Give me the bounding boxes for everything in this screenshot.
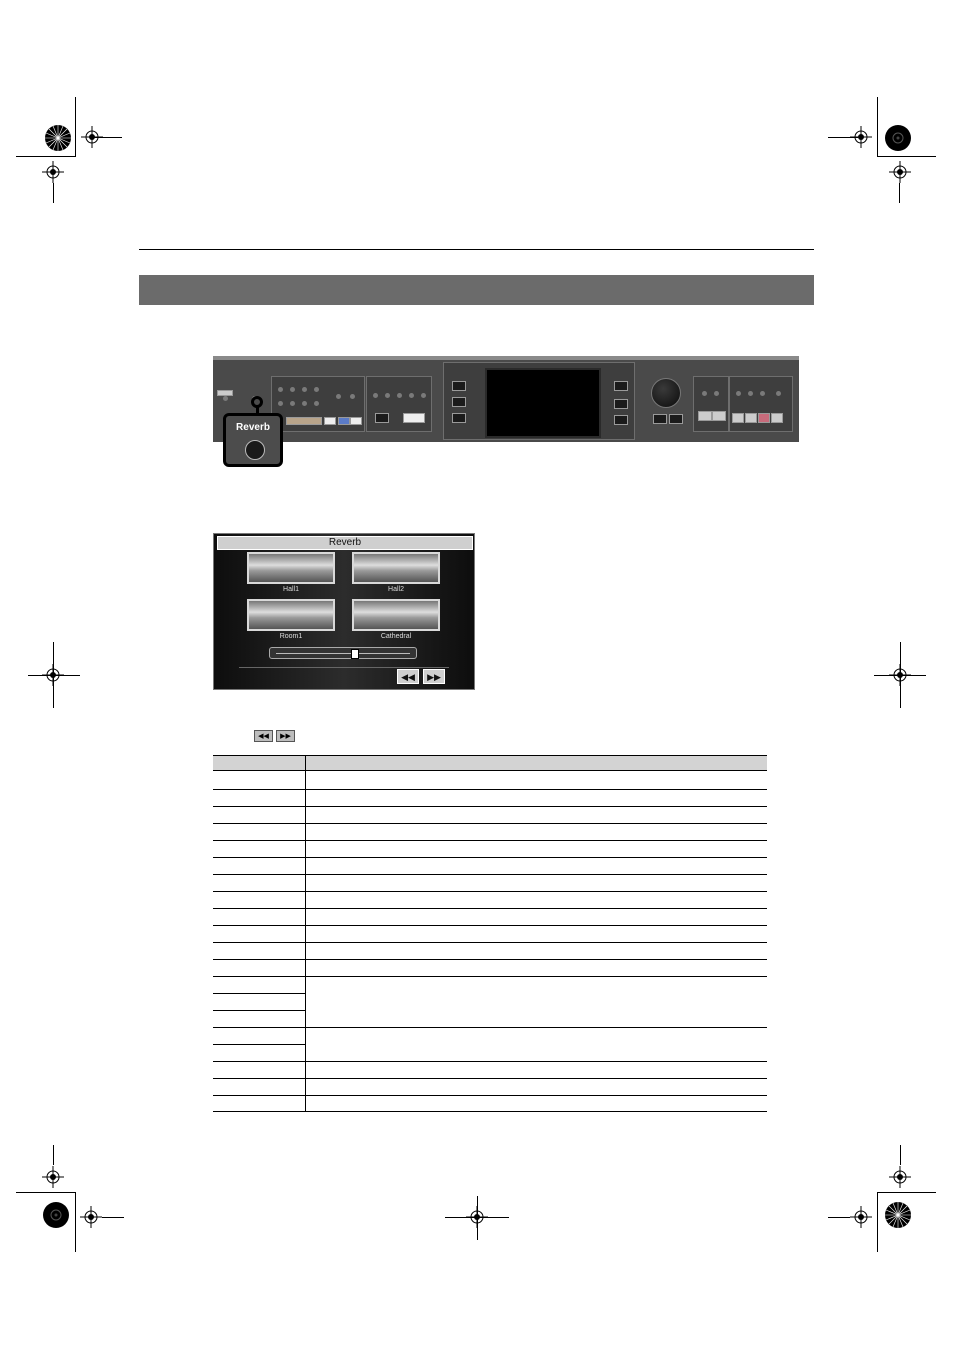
crop-line	[828, 137, 858, 138]
reverb-option-label: Hall1	[283, 586, 299, 593]
panel-led	[278, 401, 283, 406]
table-row	[213, 993, 305, 994]
crop-line	[899, 183, 900, 203]
panel-button	[403, 413, 425, 423]
crop-line	[877, 156, 936, 157]
rewind-icon: ◀◀	[254, 730, 273, 742]
reverb-option-hall2[interactable]	[352, 552, 440, 584]
next-page-button[interactable]	[423, 669, 445, 684]
value-dial-icon	[651, 378, 681, 408]
crop-line	[75, 97, 76, 157]
panel-led	[736, 391, 741, 396]
reverb-option-label: Room1	[279, 633, 303, 640]
crop-line	[877, 1192, 878, 1252]
panel-led	[302, 401, 307, 406]
table-row	[213, 1027, 767, 1028]
table-row	[213, 942, 767, 943]
panel-led	[336, 394, 341, 399]
table-row	[213, 874, 767, 875]
crosshair-mark	[889, 1166, 911, 1188]
panel-button	[732, 413, 744, 423]
table-row	[213, 925, 767, 926]
crosshair-mark	[889, 161, 911, 183]
reverb-screen	[213, 533, 475, 690]
panel-button	[745, 413, 757, 423]
table-row	[213, 857, 767, 858]
panel-led	[397, 393, 402, 398]
table-row	[213, 908, 767, 909]
panel-led	[409, 393, 414, 398]
panel-button	[350, 417, 362, 425]
table-row	[213, 1061, 767, 1062]
reverb-callout-label: Reverb	[236, 422, 270, 433]
panel-button	[324, 417, 336, 425]
reverb-option-cathedral[interactable]	[352, 599, 440, 631]
panel-led	[278, 387, 283, 392]
panel-led	[776, 391, 781, 396]
panel-button-variation	[286, 417, 322, 425]
crop-line	[75, 1192, 76, 1252]
panel-button	[669, 414, 683, 424]
table-row	[213, 840, 767, 841]
crop-line	[900, 1145, 901, 1165]
table-column-divider	[305, 755, 306, 1112]
panel-led	[223, 396, 228, 401]
panel-button	[614, 381, 628, 391]
panel-led	[350, 394, 355, 399]
crop-line	[28, 675, 80, 676]
panel-button	[452, 397, 466, 407]
panel-track-group	[693, 376, 729, 432]
panel-led	[760, 391, 765, 396]
reverb-option-label: Cathedral	[380, 633, 412, 640]
panel-button	[614, 415, 628, 425]
rewind-icon: ◀◀	[401, 672, 415, 682]
panel-led	[290, 401, 295, 406]
crop-line	[102, 1217, 124, 1218]
crop-line	[16, 156, 75, 157]
table-row	[213, 976, 767, 977]
reverb-option-room1[interactable]	[247, 599, 335, 631]
panel-led	[421, 393, 426, 398]
screen-title: Reverb	[217, 536, 473, 550]
panel-button	[614, 399, 628, 409]
reverb-button-callout	[223, 413, 283, 467]
panel-led	[314, 401, 319, 406]
header-rule	[139, 249, 814, 250]
panel-button	[653, 414, 667, 424]
crop-line	[16, 1192, 75, 1193]
panel-button	[375, 413, 389, 423]
panel-led	[748, 391, 753, 396]
crop-line	[53, 1145, 54, 1165]
registration-mark-top-right-large	[884, 124, 912, 152]
crop-line	[92, 137, 122, 138]
crop-line	[477, 1196, 478, 1240]
panel-button	[698, 411, 712, 421]
table-row	[213, 806, 767, 807]
registration-mark-bottom-right-large	[884, 1201, 912, 1229]
crop-line	[877, 97, 878, 157]
fast-forward-icon: ▶▶	[427, 672, 441, 682]
panel-display	[485, 368, 601, 438]
crop-line	[874, 675, 926, 676]
table-bottom-rule	[213, 1111, 767, 1112]
panel-button	[452, 413, 466, 423]
reverb-option-hall1[interactable]	[247, 552, 335, 584]
panel-button	[452, 381, 466, 391]
screen-divider	[239, 667, 449, 668]
reverb-option-label: Hall2	[388, 586, 404, 593]
table-row	[213, 823, 767, 824]
crop-line	[877, 1192, 936, 1193]
table-header-row	[213, 755, 767, 771]
table-row	[213, 891, 767, 892]
slider-handle[interactable]	[351, 649, 359, 659]
table-row	[213, 1010, 305, 1011]
prev-page-button[interactable]	[397, 669, 419, 684]
registration-mark-bottom-left-large	[42, 1201, 70, 1229]
panel-led	[702, 391, 707, 396]
table-row	[213, 1078, 767, 1079]
panel-led	[290, 387, 295, 392]
crosshair-mark	[42, 1166, 64, 1188]
crop-line	[53, 183, 54, 203]
panel-led	[314, 387, 319, 392]
panel-transport-group	[729, 376, 793, 432]
panel-button	[712, 411, 726, 421]
reverb-depth-slider[interactable]	[269, 647, 417, 659]
crosshair-mark	[80, 1206, 102, 1228]
table-row	[213, 959, 767, 960]
reverb-button	[245, 440, 265, 460]
table-row	[213, 1044, 305, 1045]
panel-led	[302, 387, 307, 392]
section-heading-bar	[139, 275, 814, 305]
panel-led	[714, 391, 719, 396]
registration-mark-top-left-large	[44, 124, 72, 152]
panel-button	[758, 413, 770, 423]
panel-tone-group	[271, 376, 365, 432]
crosshair-mark	[850, 1206, 872, 1228]
panel-button	[338, 417, 350, 425]
panel-led	[373, 393, 378, 398]
crosshair-mark	[42, 161, 64, 183]
crop-line	[828, 1217, 850, 1218]
table-row	[213, 1095, 767, 1096]
control-panel-illustration	[213, 356, 799, 442]
panel-type-group	[366, 376, 432, 432]
fast-forward-icon: ▶▶	[276, 730, 295, 742]
panel-led	[385, 393, 390, 398]
table-row	[213, 789, 767, 790]
panel-button	[771, 413, 783, 423]
slider-track	[276, 653, 410, 654]
